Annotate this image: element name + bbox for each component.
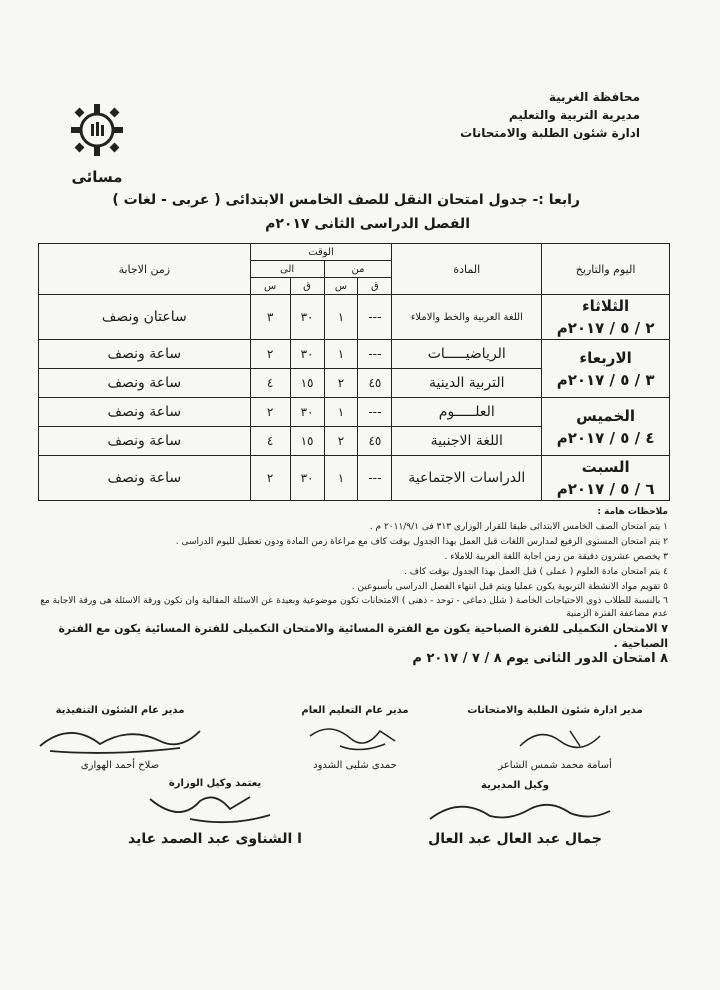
signature-name: أسامة محمد شمس الشاعر [498,760,612,771]
day-name: الخميس [576,406,636,425]
header-from-s: س [324,278,358,295]
to-q-cell: ٣٠ [290,456,324,501]
to-s-cell: ٤ [250,427,290,456]
subject-cell: التربية الدينية [392,369,542,398]
signature-name: ا الشناوى عبد الصمد عايد [128,831,302,847]
duration-cell: ساعة ونصف [39,456,251,501]
handwritten-signature [400,791,630,827]
gear-emblem-icon [67,100,127,160]
day-cell [542,340,670,398]
from-s-cell: ٢ [324,369,358,398]
from-s-cell: ١ [324,398,358,427]
notes-heading: ملاحظات هامة : [597,507,668,517]
signature-title [90,778,340,789]
to-s-cell: ٤ [250,369,290,398]
signature-block-executive-affairs [30,705,210,771]
handwritten-signature [460,716,660,756]
signature-title: مدير ادارة شئون الطلبة والامتحانات [467,705,643,716]
day-name: السبت [581,458,630,476]
note-item: ١ يتم امتحان الصف الخامس الابتدائى طبقا للقرار الوزارى ٣١٣ فى ٢٠١١/٩/١ م . [369,522,668,532]
from-q-cell: --- [358,398,392,427]
table-row [39,295,670,340]
signature-name: جمال عبد العال عبد العال [428,831,602,847]
schedule-title: رابعا :- جدول امتحان النقل للصف الخامس الابتدائى ( عربى - لغات ) [112,192,580,208]
term-title: الفصل الدراسى الثانى ٢٠١٧م [265,216,470,232]
table-row [39,398,670,427]
signature-title: مدير عام التعليم العام [301,705,409,716]
exam-schedule-table [38,243,670,501]
subject-cell: الدراسات الاجتماعية [392,456,542,501]
note-item: ٤ يتم امتحان مادة العلوم ( عملى ) قبل العمل بهذا الجدول بوقت كاف . [404,567,668,577]
header-from: من [324,261,392,278]
duration-cell: ساعة ونصف [39,427,251,456]
day-cell [542,295,670,340]
duration-cell: ساعة ونصف [39,398,251,427]
duration-cell: ساعة ونصف [39,369,251,398]
header-to-q: ق [290,278,324,295]
from-q-cell: --- [358,456,392,501]
duration-cell: ساعة ونصف [39,340,251,369]
to-s-cell: ٢ [250,398,290,427]
subject-cell: اللغة العربية والخط والاملاء [392,295,542,340]
shift-label: مسائى [71,168,123,186]
header-time: الوقت [250,244,392,261]
note-item: ٢ يتم امتحان المستوى الرفيع لمدارس اللغات قبل العمل بهذا الجدول بوقت كاف مع مراعاة زمن المادة ودون تعطيل لليوم الدراسى . [175,537,668,547]
to-s-cell: ٢ [250,340,290,369]
from-q-cell: ٤٥ [358,369,392,398]
duration-cell: ساعتان ونصف [39,295,251,340]
from-s-cell: ١ [324,340,358,369]
header-day-date: اليوم والتاريخ [542,244,670,295]
note-item: ٥ تقويم مواد الانشطة التربوية يكون عمليا ويتم قبل انتهاء الفصل الدراسى بأسبوعين . [351,582,668,592]
day-cell [542,398,670,456]
header-subject: المادة [392,244,542,295]
signature-name: صلاح أحمد الهوارى [80,760,160,771]
subject-cell: الرياضيـــــات [392,340,542,369]
handwritten-signature [30,716,210,756]
signature-title: وكيل المديرية [481,780,549,791]
to-s-cell: ٢ [250,456,290,501]
day-name: الثلاثاء [581,297,630,315]
from-q-cell: --- [358,340,392,369]
handwritten-signature [90,789,340,827]
to-q-cell: ١٥ [290,427,324,456]
day-date: ٦ / ٥ / ٢٠١٧م [556,480,655,498]
signature-title-text: وكيل الوزارة [168,778,232,789]
approval-prefix: يعتمد [235,778,262,789]
signature-name: حمدى شلبى الشدود [313,760,397,771]
table-row [39,340,670,369]
from-s-cell: ١ [324,295,358,340]
day-name: الاربعاء [579,348,632,367]
day-cell [542,456,670,501]
to-q-cell: ٣٠ [290,295,324,340]
note-item: ٦ بالنسبة للطلاب ذوى الاحتياجات الخاصة ( شلل دماغى - توحد - ذهنى ) الامتحانات تكون موضوعية وبعيدة عن الاسئلة المقالية وان تكون ورقة الاسئلة هى ورقة الاجابة مع عدم مضاعفة الفترة الزمنية [40,596,668,619]
header-line-governorate: محافظة الغربية [548,90,640,104]
from-s-cell: ١ [324,456,358,501]
handwritten-signature [270,716,440,756]
header-to-s: س [250,278,290,295]
from-q-cell: --- [358,295,392,340]
to-q-cell: ٣٠ [290,340,324,369]
subject-cell: العلـــــوم [392,398,542,427]
table-row [39,456,670,501]
header-duration: زمن الاجابة [39,244,251,295]
signature-block-student-affairs [450,705,660,771]
to-s-cell: ٣ [250,295,290,340]
ministry-header [340,88,640,142]
from-s-cell: ٢ [324,427,358,456]
signature-block-deputy-ministry [90,778,340,847]
to-q-cell: ١٥ [290,369,324,398]
ministry-logo [62,100,132,195]
signature-block-deputy-directorate [400,780,630,847]
from-q-cell: ٤٥ [358,427,392,456]
note-item: ٨ امتحان الدور الثانى يوم ٨ / ٧ / ٢٠١٧ م [412,651,668,666]
day-date: ٢ / ٥ / ٢٠١٧م [556,319,655,337]
header-to: الى [250,261,324,278]
subject-cell: اللغة الاجنبية [392,427,542,456]
day-date: ٣ / ٥ / ٢٠١٧م [556,370,655,389]
header-from-q: ق [358,278,392,295]
signature-block-general-education [270,705,440,771]
note-item: ٧ الامتحان التكميلى للفترة الصباحية يكون مع الفترة المسائية والامتحان التكميلى للفترة المسائية يكون مع الفترة الصباحية . [58,622,668,650]
note-item: ٣ يخصص عشرون دقيقة من زمن اجابة اللغة العربية للاملاء . [444,552,668,562]
header-line-department: ادارة شئون الطلبة والامتحانات [460,126,640,140]
signature-title: مدير عام الشئون التنفيذية [55,705,185,716]
day-date: ٤ / ٥ / ٢٠١٧م [556,428,655,447]
to-q-cell: ٣٠ [290,398,324,427]
notes-section [38,505,668,666]
header-line-directorate: مديرية التربية والتعليم [508,108,640,122]
